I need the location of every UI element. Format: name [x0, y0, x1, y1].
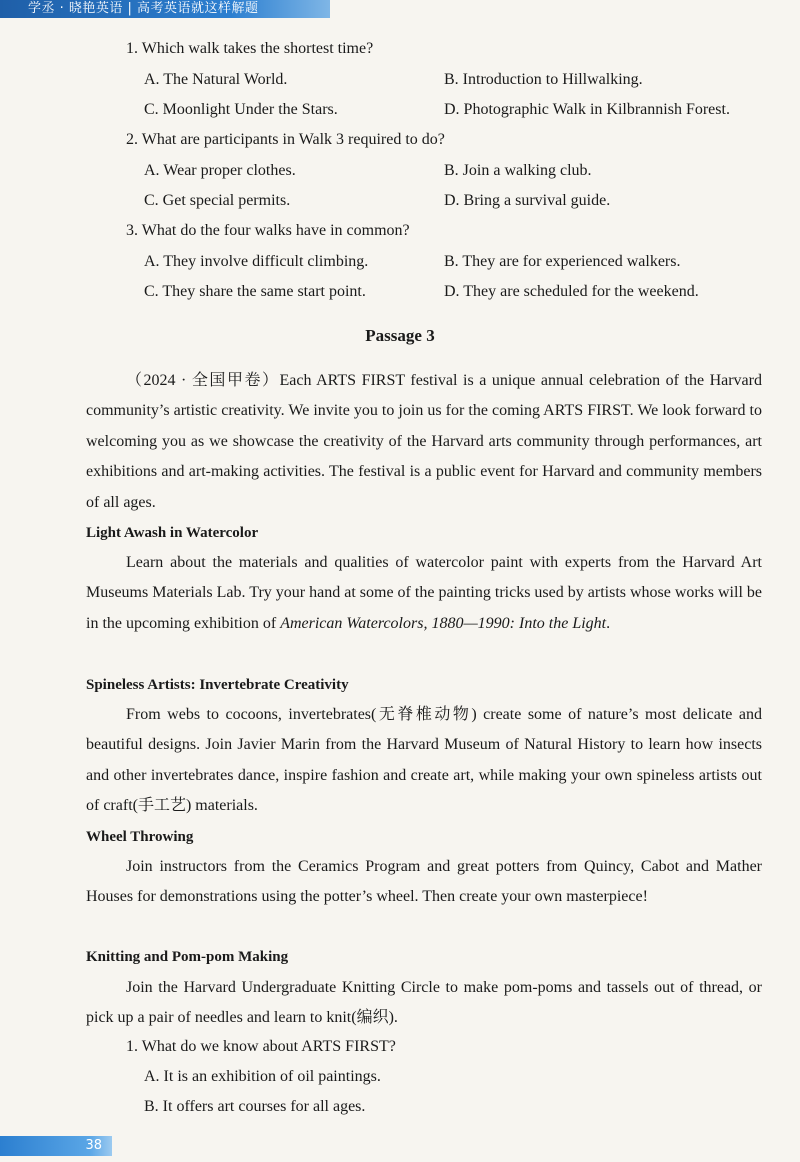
option-3b: B. They are for experienced walkers. [444, 253, 681, 270]
option-2c: C. Get special permits. [144, 192, 291, 209]
section-body-watercolor [86, 548, 762, 639]
option-1a: A. The Natural World. [144, 71, 288, 88]
section-body-watercolor-text: Learn about the materials and qualities of watercolor paint with experts from the Harvard Art Museums Materials Lab. Try your hand at some of the painting tricks used by artists whose works will be in the upcoming exhibition of [86, 554, 762, 632]
question-2: 2. What are participants in Walk 3 required to do? [126, 131, 445, 148]
section-title-knitting: Knitting and Pom-pom Making [86, 949, 289, 965]
option-2b: B. Join a walking club. [444, 162, 592, 179]
option-3c: C. They share the same start point. [144, 283, 366, 300]
question-3: 3. What do the four walks have in common? [126, 222, 410, 239]
passage-title: Passage 3 [365, 326, 435, 345]
option-1b: B. Introduction to Hillwalking. [444, 71, 643, 88]
option-1d: D. Photographic Walk in Kilbrannish Forest. [444, 101, 730, 118]
option-p3-1b: B. It offers art courses for all ages. [144, 1098, 366, 1115]
section-body-spineless: From webs to cocoons, invertebrates(无脊椎动物) create some of nature’s most delicate and beautiful designs. Join Javier Marin from the Harvard Museum of Natural History to learn how insects and other invertebrates dance, inspire fashion and create art, while making your own spineless artists out of craft(手工艺) materials. [86, 706, 762, 815]
exhibition-title: American Watercolors, 1880—1990: Into the Light [280, 614, 607, 632]
question-p3-1: 1. What do we know about ARTS FIRST? [126, 1038, 396, 1055]
page-number: 38 [85, 1138, 102, 1153]
option-2d: D. Bring a survival guide. [444, 192, 611, 209]
option-3a: A. They involve difficult climbing. [144, 253, 369, 270]
intro-paragraph: （2024 · 全国甲卷）Each ARTS FIRST festival is a unique annual celebration of the Harvard community’s artistic creativity. We invite you to join us for the coming ARTS FIRST. We look forward to welcoming you as we showcase the creativity of the Harvard arts community through performances, art exhibitions and art-making activities. The festival is a public event for Harvard and community members of all ages. [86, 372, 762, 511]
question-1: 1. Which walk takes the shortest time? [126, 40, 374, 57]
section-body-watercolor-end: . [606, 614, 611, 632]
section-body-wheel: Join instructors from the Ceramics Program and great potters from Quincy, Cabot and Mather Houses for demonstrations using the potter’s wheel. Then create your own masterpiece! [86, 858, 762, 906]
section-title-watercolor: Light Awash in Watercolor [86, 525, 259, 541]
page-number-badge [0, 1136, 112, 1156]
option-2a: A. Wear proper clothes. [144, 162, 296, 179]
section-title-spineless: Spineless Artists: Invertebrate Creativity [86, 677, 349, 693]
section-body-knitting: Join the Harvard Undergraduate Knitting Circle to make pom-poms and tassels out of thread, or pick up a pair of needles and learn to knit(编织). [86, 979, 762, 1027]
section-title-wheel: Wheel Throwing [86, 829, 194, 845]
option-p3-1a: A. It is an exhibition of oil paintings. [144, 1068, 381, 1085]
header-text: 学丞 · 晓艳英语 | 高考英语就这样解题 [28, 1, 259, 16]
option-3d: D. They are scheduled for the weekend. [444, 283, 699, 300]
option-1c: C. Moonlight Under the Stars. [144, 101, 338, 118]
